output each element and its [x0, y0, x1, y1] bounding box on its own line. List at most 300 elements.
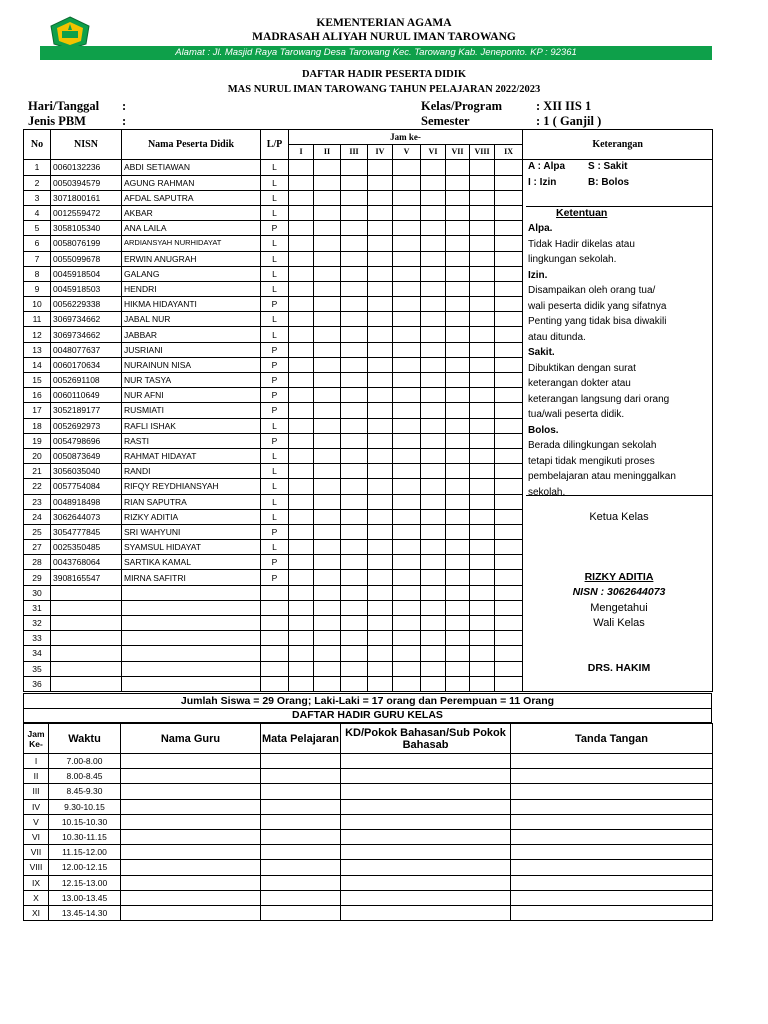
attendance-cell[interactable]: [289, 205, 314, 220]
attendance-cell[interactable]: [421, 373, 446, 388]
attendance-cell[interactable]: [341, 600, 368, 615]
attendance-cell[interactable]: [368, 160, 393, 175]
guru-ttd-cell[interactable]: [511, 860, 713, 875]
attendance-cell[interactable]: [421, 616, 446, 631]
attendance-cell[interactable]: [314, 433, 341, 448]
attendance-cell[interactable]: [289, 646, 314, 661]
attendance-cell[interactable]: [421, 600, 446, 615]
attendance-cell[interactable]: [289, 297, 314, 312]
attendance-cell[interactable]: [446, 676, 470, 691]
attendance-cell[interactable]: [393, 464, 421, 479]
attendance-cell[interactable]: [470, 266, 495, 281]
guru-nama-cell[interactable]: [121, 890, 261, 905]
guru-ttd-cell[interactable]: [511, 875, 713, 890]
attendance-cell[interactable]: [495, 266, 523, 281]
attendance-cell[interactable]: [393, 616, 421, 631]
attendance-cell[interactable]: [446, 509, 470, 524]
attendance-cell[interactable]: [289, 221, 314, 236]
attendance-cell[interactable]: [470, 403, 495, 418]
attendance-cell[interactable]: [289, 464, 314, 479]
attendance-cell[interactable]: [341, 464, 368, 479]
guru-kd-cell[interactable]: [341, 784, 511, 799]
attendance-cell[interactable]: [421, 661, 446, 676]
attendance-cell[interactable]: [470, 540, 495, 555]
attendance-cell[interactable]: [341, 236, 368, 251]
attendance-cell[interactable]: [314, 464, 341, 479]
attendance-cell[interactable]: [446, 433, 470, 448]
attendance-cell[interactable]: [495, 555, 523, 570]
attendance-cell[interactable]: [314, 342, 341, 357]
guru-nama-cell[interactable]: [121, 814, 261, 829]
attendance-cell[interactable]: [289, 418, 314, 433]
attendance-cell[interactable]: [368, 631, 393, 646]
attendance-cell[interactable]: [470, 676, 495, 691]
attendance-cell[interactable]: [470, 312, 495, 327]
attendance-cell[interactable]: [368, 251, 393, 266]
attendance-cell[interactable]: [421, 221, 446, 236]
attendance-cell[interactable]: [446, 570, 470, 585]
attendance-cell[interactable]: [446, 448, 470, 463]
attendance-cell[interactable]: [289, 600, 314, 615]
attendance-cell[interactable]: [495, 327, 523, 342]
attendance-cell[interactable]: [495, 388, 523, 403]
attendance-cell[interactable]: [314, 585, 341, 600]
attendance-cell[interactable]: [495, 494, 523, 509]
attendance-cell[interactable]: [393, 585, 421, 600]
attendance-cell[interactable]: [421, 494, 446, 509]
attendance-cell[interactable]: [495, 205, 523, 220]
attendance-cell[interactable]: [393, 297, 421, 312]
attendance-cell[interactable]: [393, 357, 421, 372]
attendance-cell[interactable]: [368, 448, 393, 463]
attendance-cell[interactable]: [495, 570, 523, 585]
attendance-cell[interactable]: [341, 297, 368, 312]
attendance-cell[interactable]: [289, 555, 314, 570]
attendance-cell[interactable]: [421, 388, 446, 403]
guru-kd-cell[interactable]: [341, 799, 511, 814]
attendance-cell[interactable]: [421, 570, 446, 585]
attendance-cell[interactable]: [393, 661, 421, 676]
attendance-cell[interactable]: [446, 464, 470, 479]
guru-ttd-cell[interactable]: [511, 754, 713, 769]
attendance-cell[interactable]: [421, 418, 446, 433]
attendance-cell[interactable]: [314, 631, 341, 646]
attendance-cell[interactable]: [393, 205, 421, 220]
attendance-cell[interactable]: [341, 479, 368, 494]
attendance-cell[interactable]: [421, 251, 446, 266]
attendance-cell[interactable]: [393, 312, 421, 327]
attendance-cell[interactable]: [341, 494, 368, 509]
attendance-cell[interactable]: [314, 540, 341, 555]
attendance-cell[interactable]: [314, 509, 341, 524]
attendance-cell[interactable]: [341, 251, 368, 266]
attendance-cell[interactable]: [289, 448, 314, 463]
attendance-cell[interactable]: [470, 585, 495, 600]
attendance-cell[interactable]: [470, 616, 495, 631]
attendance-cell[interactable]: [393, 494, 421, 509]
guru-kd-cell[interactable]: [341, 890, 511, 905]
attendance-cell[interactable]: [393, 433, 421, 448]
attendance-cell[interactable]: [341, 266, 368, 281]
attendance-cell[interactable]: [289, 312, 314, 327]
attendance-cell[interactable]: [446, 661, 470, 676]
attendance-cell[interactable]: [446, 175, 470, 190]
attendance-cell[interactable]: [495, 600, 523, 615]
attendance-cell[interactable]: [368, 585, 393, 600]
guru-mapel-cell[interactable]: [261, 875, 341, 890]
attendance-cell[interactable]: [341, 205, 368, 220]
attendance-cell[interactable]: [341, 342, 368, 357]
attendance-cell[interactable]: [393, 327, 421, 342]
attendance-cell[interactable]: [421, 509, 446, 524]
attendance-cell[interactable]: [341, 403, 368, 418]
attendance-cell[interactable]: [393, 524, 421, 539]
attendance-cell[interactable]: [368, 509, 393, 524]
attendance-cell[interactable]: [495, 221, 523, 236]
guru-mapel-cell[interactable]: [261, 890, 341, 905]
attendance-cell[interactable]: [368, 418, 393, 433]
attendance-cell[interactable]: [289, 616, 314, 631]
attendance-cell[interactable]: [393, 266, 421, 281]
attendance-cell[interactable]: [314, 297, 341, 312]
attendance-cell[interactable]: [314, 236, 341, 251]
attendance-cell[interactable]: [495, 676, 523, 691]
attendance-cell[interactable]: [421, 190, 446, 205]
attendance-cell[interactable]: [393, 418, 421, 433]
attendance-cell[interactable]: [446, 205, 470, 220]
guru-nama-cell[interactable]: [121, 860, 261, 875]
attendance-cell[interactable]: [289, 585, 314, 600]
attendance-cell[interactable]: [421, 464, 446, 479]
attendance-cell[interactable]: [289, 479, 314, 494]
attendance-cell[interactable]: [368, 616, 393, 631]
attendance-cell[interactable]: [421, 433, 446, 448]
attendance-cell[interactable]: [446, 418, 470, 433]
attendance-cell[interactable]: [341, 418, 368, 433]
attendance-cell[interactable]: [495, 464, 523, 479]
attendance-cell[interactable]: [495, 175, 523, 190]
attendance-cell[interactable]: [314, 312, 341, 327]
attendance-cell[interactable]: [289, 494, 314, 509]
attendance-cell[interactable]: [446, 616, 470, 631]
guru-nama-cell[interactable]: [121, 845, 261, 860]
attendance-cell[interactable]: [470, 160, 495, 175]
attendance-cell[interactable]: [289, 676, 314, 691]
attendance-cell[interactable]: [289, 160, 314, 175]
attendance-cell[interactable]: [314, 357, 341, 372]
attendance-cell[interactable]: [314, 555, 341, 570]
attendance-cell[interactable]: [289, 433, 314, 448]
attendance-cell[interactable]: [470, 221, 495, 236]
attendance-cell[interactable]: [393, 190, 421, 205]
attendance-cell[interactable]: [314, 479, 341, 494]
attendance-cell[interactable]: [495, 160, 523, 175]
attendance-cell[interactable]: [393, 509, 421, 524]
attendance-cell[interactable]: [341, 570, 368, 585]
guru-kd-cell[interactable]: [341, 905, 511, 920]
attendance-cell[interactable]: [314, 570, 341, 585]
attendance-cell[interactable]: [368, 175, 393, 190]
attendance-cell[interactable]: [495, 616, 523, 631]
attendance-cell[interactable]: [393, 600, 421, 615]
attendance-cell[interactable]: [368, 524, 393, 539]
attendance-cell[interactable]: [289, 342, 314, 357]
attendance-cell[interactable]: [470, 342, 495, 357]
attendance-cell[interactable]: [470, 509, 495, 524]
attendance-cell[interactable]: [446, 373, 470, 388]
attendance-cell[interactable]: [421, 448, 446, 463]
attendance-cell[interactable]: [470, 524, 495, 539]
attendance-cell[interactable]: [341, 357, 368, 372]
attendance-cell[interactable]: [341, 433, 368, 448]
guru-kd-cell[interactable]: [341, 754, 511, 769]
attendance-cell[interactable]: [495, 479, 523, 494]
attendance-cell[interactable]: [341, 448, 368, 463]
attendance-cell[interactable]: [341, 160, 368, 175]
attendance-cell[interactable]: [314, 494, 341, 509]
attendance-cell[interactable]: [421, 342, 446, 357]
attendance-cell[interactable]: [341, 327, 368, 342]
attendance-cell[interactable]: [421, 175, 446, 190]
attendance-cell[interactable]: [470, 570, 495, 585]
attendance-cell[interactable]: [368, 600, 393, 615]
attendance-cell[interactable]: [470, 464, 495, 479]
attendance-cell[interactable]: [495, 448, 523, 463]
attendance-cell[interactable]: [314, 205, 341, 220]
attendance-cell[interactable]: [341, 676, 368, 691]
guru-mapel-cell[interactable]: [261, 784, 341, 799]
attendance-cell[interactable]: [446, 600, 470, 615]
attendance-cell[interactable]: [393, 555, 421, 570]
attendance-cell[interactable]: [314, 251, 341, 266]
attendance-cell[interactable]: [470, 327, 495, 342]
guru-ttd-cell[interactable]: [511, 829, 713, 844]
attendance-cell[interactable]: [495, 433, 523, 448]
attendance-cell[interactable]: [470, 205, 495, 220]
attendance-cell[interactable]: [368, 373, 393, 388]
attendance-cell[interactable]: [341, 661, 368, 676]
attendance-cell[interactable]: [368, 327, 393, 342]
attendance-cell[interactable]: [421, 646, 446, 661]
attendance-cell[interactable]: [446, 190, 470, 205]
attendance-cell[interactable]: [368, 312, 393, 327]
attendance-cell[interactable]: [470, 281, 495, 296]
guru-ttd-cell[interactable]: [511, 905, 713, 920]
attendance-cell[interactable]: [368, 190, 393, 205]
guru-mapel-cell[interactable]: [261, 769, 341, 784]
guru-ttd-cell[interactable]: [511, 845, 713, 860]
attendance-cell[interactable]: [421, 585, 446, 600]
guru-nama-cell[interactable]: [121, 784, 261, 799]
attendance-cell[interactable]: [341, 388, 368, 403]
guru-kd-cell[interactable]: [341, 845, 511, 860]
attendance-cell[interactable]: [314, 646, 341, 661]
attendance-cell[interactable]: [314, 448, 341, 463]
attendance-cell[interactable]: [495, 251, 523, 266]
attendance-cell[interactable]: [393, 373, 421, 388]
guru-mapel-cell[interactable]: [261, 814, 341, 829]
attendance-cell[interactable]: [446, 327, 470, 342]
attendance-cell[interactable]: [289, 524, 314, 539]
guru-nama-cell[interactable]: [121, 875, 261, 890]
attendance-cell[interactable]: [289, 570, 314, 585]
attendance-cell[interactable]: [421, 327, 446, 342]
attendance-cell[interactable]: [446, 388, 470, 403]
attendance-cell[interactable]: [446, 312, 470, 327]
attendance-cell[interactable]: [421, 555, 446, 570]
attendance-cell[interactable]: [314, 616, 341, 631]
attendance-cell[interactable]: [495, 661, 523, 676]
guru-ttd-cell[interactable]: [511, 814, 713, 829]
attendance-cell[interactable]: [341, 631, 368, 646]
attendance-cell[interactable]: [289, 190, 314, 205]
attendance-cell[interactable]: [495, 403, 523, 418]
attendance-cell[interactable]: [393, 403, 421, 418]
attendance-cell[interactable]: [341, 281, 368, 296]
attendance-cell[interactable]: [470, 448, 495, 463]
guru-kd-cell[interactable]: [341, 860, 511, 875]
attendance-cell[interactable]: [368, 221, 393, 236]
attendance-cell[interactable]: [495, 509, 523, 524]
attendance-cell[interactable]: [421, 205, 446, 220]
attendance-cell[interactable]: [470, 388, 495, 403]
attendance-cell[interactable]: [368, 266, 393, 281]
attendance-cell[interactable]: [314, 524, 341, 539]
attendance-cell[interactable]: [289, 327, 314, 342]
attendance-cell[interactable]: [470, 661, 495, 676]
attendance-cell[interactable]: [421, 236, 446, 251]
attendance-cell[interactable]: [341, 646, 368, 661]
attendance-cell[interactable]: [495, 585, 523, 600]
attendance-cell[interactable]: [289, 509, 314, 524]
attendance-cell[interactable]: [470, 190, 495, 205]
attendance-cell[interactable]: [393, 570, 421, 585]
guru-mapel-cell[interactable]: [261, 845, 341, 860]
attendance-cell[interactable]: [393, 479, 421, 494]
attendance-cell[interactable]: [393, 540, 421, 555]
attendance-cell[interactable]: [341, 540, 368, 555]
attendance-cell[interactable]: [470, 646, 495, 661]
guru-nama-cell[interactable]: [121, 905, 261, 920]
attendance-cell[interactable]: [289, 388, 314, 403]
guru-nama-cell[interactable]: [121, 829, 261, 844]
guru-kd-cell[interactable]: [341, 829, 511, 844]
attendance-cell[interactable]: [495, 357, 523, 372]
attendance-cell[interactable]: [393, 281, 421, 296]
attendance-cell[interactable]: [421, 266, 446, 281]
attendance-cell[interactable]: [314, 266, 341, 281]
attendance-cell[interactable]: [393, 251, 421, 266]
attendance-cell[interactable]: [368, 236, 393, 251]
attendance-cell[interactable]: [495, 281, 523, 296]
attendance-cell[interactable]: [368, 540, 393, 555]
attendance-cell[interactable]: [446, 357, 470, 372]
attendance-cell[interactable]: [495, 418, 523, 433]
guru-nama-cell[interactable]: [121, 799, 261, 814]
attendance-cell[interactable]: [421, 403, 446, 418]
guru-ttd-cell[interactable]: [511, 784, 713, 799]
attendance-cell[interactable]: [421, 540, 446, 555]
attendance-cell[interactable]: [495, 540, 523, 555]
attendance-cell[interactable]: [495, 373, 523, 388]
attendance-cell[interactable]: [368, 357, 393, 372]
attendance-cell[interactable]: [393, 448, 421, 463]
attendance-cell[interactable]: [314, 221, 341, 236]
attendance-cell[interactable]: [368, 661, 393, 676]
attendance-cell[interactable]: [341, 585, 368, 600]
attendance-cell[interactable]: [470, 479, 495, 494]
attendance-cell[interactable]: [446, 631, 470, 646]
attendance-cell[interactable]: [393, 631, 421, 646]
attendance-cell[interactable]: [314, 418, 341, 433]
attendance-cell[interactable]: [446, 403, 470, 418]
attendance-cell[interactable]: [314, 190, 341, 205]
guru-mapel-cell[interactable]: [261, 829, 341, 844]
attendance-cell[interactable]: [446, 266, 470, 281]
attendance-cell[interactable]: [470, 555, 495, 570]
attendance-cell[interactable]: [446, 479, 470, 494]
attendance-cell[interactable]: [368, 646, 393, 661]
attendance-cell[interactable]: [495, 524, 523, 539]
attendance-cell[interactable]: [446, 646, 470, 661]
attendance-cell[interactable]: [495, 190, 523, 205]
attendance-cell[interactable]: [393, 676, 421, 691]
attendance-cell[interactable]: [289, 236, 314, 251]
attendance-cell[interactable]: [368, 388, 393, 403]
guru-mapel-cell[interactable]: [261, 860, 341, 875]
attendance-cell[interactable]: [421, 357, 446, 372]
attendance-cell[interactable]: [314, 661, 341, 676]
attendance-cell[interactable]: [495, 342, 523, 357]
attendance-cell[interactable]: [421, 281, 446, 296]
attendance-cell[interactable]: [495, 297, 523, 312]
attendance-cell[interactable]: [368, 464, 393, 479]
attendance-cell[interactable]: [421, 160, 446, 175]
attendance-cell[interactable]: [368, 297, 393, 312]
attendance-cell[interactable]: [421, 312, 446, 327]
guru-ttd-cell[interactable]: [511, 890, 713, 905]
attendance-cell[interactable]: [421, 297, 446, 312]
attendance-cell[interactable]: [421, 479, 446, 494]
guru-mapel-cell[interactable]: [261, 754, 341, 769]
guru-kd-cell[interactable]: [341, 769, 511, 784]
guru-mapel-cell[interactable]: [261, 905, 341, 920]
attendance-cell[interactable]: [368, 205, 393, 220]
attendance-cell[interactable]: [470, 433, 495, 448]
attendance-cell[interactable]: [289, 251, 314, 266]
attendance-cell[interactable]: [368, 403, 393, 418]
attendance-cell[interactable]: [289, 357, 314, 372]
attendance-cell[interactable]: [314, 676, 341, 691]
attendance-cell[interactable]: [368, 342, 393, 357]
attendance-cell[interactable]: [446, 251, 470, 266]
attendance-cell[interactable]: [470, 373, 495, 388]
attendance-cell[interactable]: [470, 494, 495, 509]
attendance-cell[interactable]: [289, 403, 314, 418]
attendance-cell[interactable]: [314, 175, 341, 190]
attendance-cell[interactable]: [368, 676, 393, 691]
attendance-cell[interactable]: [289, 175, 314, 190]
attendance-cell[interactable]: [446, 160, 470, 175]
attendance-cell[interactable]: [341, 190, 368, 205]
attendance-cell[interactable]: [341, 524, 368, 539]
attendance-cell[interactable]: [446, 221, 470, 236]
attendance-cell[interactable]: [470, 418, 495, 433]
attendance-cell[interactable]: [289, 281, 314, 296]
attendance-cell[interactable]: [341, 221, 368, 236]
attendance-cell[interactable]: [341, 373, 368, 388]
attendance-cell[interactable]: [470, 175, 495, 190]
